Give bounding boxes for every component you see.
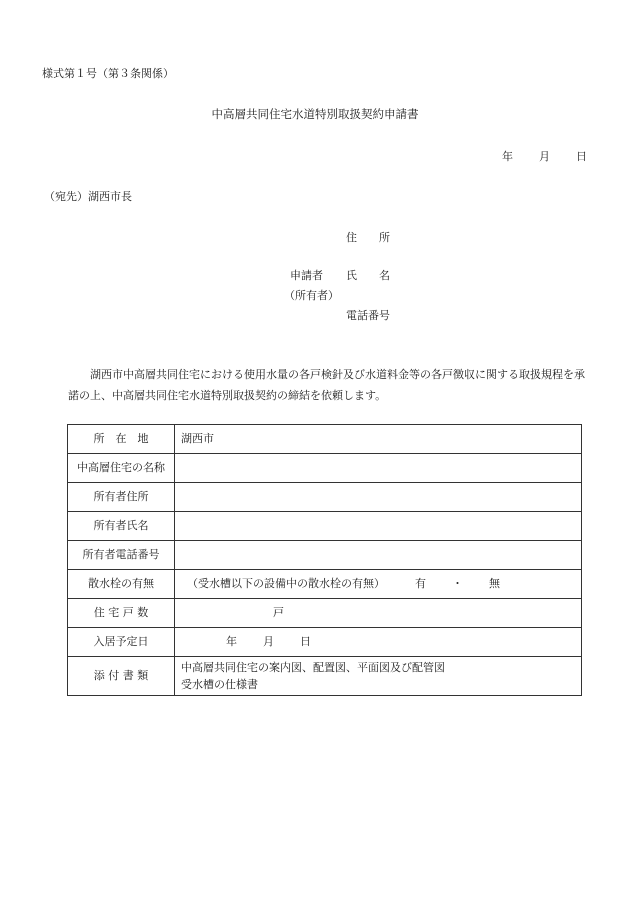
form-number: 様式第１号（第３条関係） (42, 67, 174, 80)
owner-label: （所有者） (284, 289, 339, 302)
sprinkler-separator: ・ (452, 577, 463, 591)
building-name-label: 中高層住宅の名称 (68, 454, 175, 483)
move-in-day-label: 日 (300, 635, 311, 649)
attachments-label: 添 付 書 類 (68, 657, 175, 696)
applicant-address-label: 住 所 (346, 231, 390, 244)
date-year-label: 年 (502, 150, 513, 163)
owner-phone-field[interactable] (175, 541, 582, 570)
units-label: 住 宅 戸 数 (68, 599, 175, 628)
table-row-units (68, 599, 582, 628)
application-table (67, 424, 582, 696)
table-row-owner-address (68, 483, 582, 512)
owner-address-label: 所有者住所 (68, 483, 175, 512)
sprinkler-no-option[interactable]: 無 (489, 577, 500, 591)
units-field[interactable] (175, 599, 582, 628)
table-row-sprinkler (68, 570, 582, 599)
table-row-location (68, 425, 582, 454)
table-row-owner-name (68, 512, 582, 541)
sprinkler-field (175, 570, 582, 599)
sprinkler-note: （受水槽以下の設備中の散水栓の有無） (187, 577, 385, 591)
table-row-owner-phone (68, 541, 582, 570)
document-title: 中高層共同住宅水道特別取扱契約申請書 (211, 107, 419, 121)
applicant-phone-label: 電話番号 (346, 309, 390, 322)
location-label: 所 在 地 (68, 425, 175, 454)
sprinkler-label: 散水栓の有無 (68, 570, 175, 599)
applicant-label: 申請者 (290, 269, 323, 282)
attachments-list (175, 657, 582, 696)
units-suffix: 戸 (273, 606, 284, 620)
owner-phone-label: 所有者電話番号 (68, 541, 175, 570)
date-month-label: 月 (539, 150, 550, 163)
move-in-year-label: 年 (226, 635, 237, 649)
sprinkler-yes-option[interactable]: 有 (415, 577, 426, 591)
move-in-label: 入居予定日 (68, 628, 175, 657)
owner-address-field[interactable] (175, 483, 582, 512)
request-body-text: 湖西市中高層共同住宅における使用水量の各戸検針及び水道料金等の各戸徴収に関する取扱規程を承諾の上、中高層共同住宅水道特別取扱契約の締結を依頼します。 (68, 368, 585, 402)
owner-name-label: 所有者氏名 (68, 512, 175, 541)
location-value[interactable]: 湖西市 (175, 425, 582, 454)
move-in-date-field[interactable] (175, 628, 582, 657)
application-date (502, 151, 587, 162)
building-name-field[interactable] (175, 454, 582, 483)
move-in-month-label: 月 (263, 635, 274, 649)
attachment-item-drawings: 中高層共同住宅の案内図、配置図、平面図及び配管図 (181, 661, 445, 674)
owner-name-field[interactable] (175, 512, 582, 541)
addressee: （宛先）湖西市長 (44, 190, 132, 203)
attachment-item-tank-spec: 受水槽の仕様書 (181, 678, 258, 691)
table-row-move-in (68, 628, 582, 657)
table-row-attachments (68, 657, 582, 696)
applicant-name-label: 氏 名 (346, 269, 390, 282)
date-day-label: 日 (576, 150, 587, 163)
table-row-building-name (68, 454, 582, 483)
